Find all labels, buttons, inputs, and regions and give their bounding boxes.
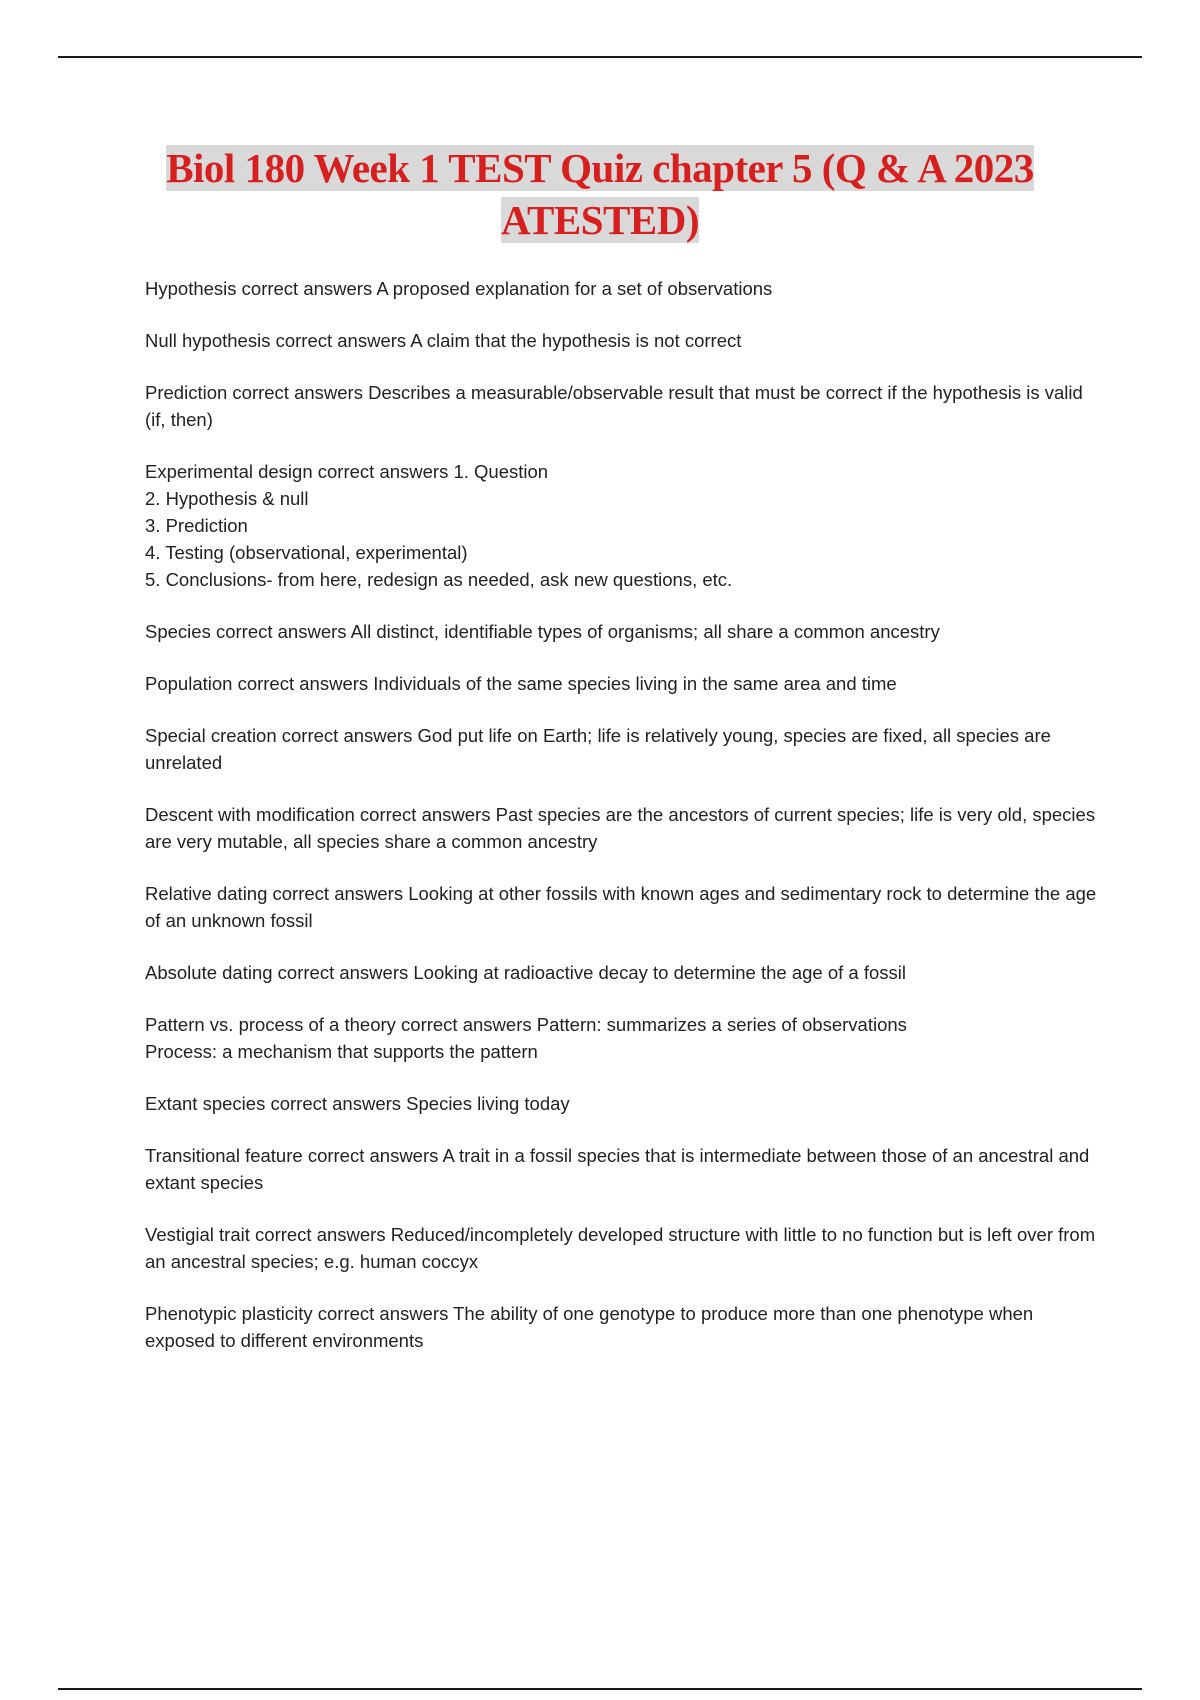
qa-item-special-creation: Special creation correct answers God put life on Earth; life is relatively young, species are fixed, all species are unrelated <box>145 725 1051 773</box>
qa-item-prediction: Prediction correct answers Describes a measurable/observable result that must be correct if the hypothesis is valid (if, then) <box>145 382 1083 430</box>
qa-item-null-hypothesis: Null hypothesis correct answers A claim that the hypothesis is not correct <box>145 330 742 351</box>
qa-item-species: Species correct answers All distinct, identifiable types of organisms; all share a common ancestry <box>145 621 940 642</box>
qa-item-transitional-feature: Transitional feature correct answers A trait in a fossil species that is intermediate between those of an ancestral and extant species <box>145 1145 1090 1193</box>
title-block <box>100 142 1100 246</box>
footer-rule <box>58 1688 1142 1690</box>
qa-list <box>145 275 1100 1379</box>
qa-item-vestigial-trait: Vestigial trait correct answers Reduced/incompletely developed structure with little to no function but is left over from an ancestral species; e.g. human coccyx <box>145 1224 1096 1272</box>
header-rule <box>58 56 1142 58</box>
qa-item-absolute-dating: Absolute dating correct answers Looking at radioactive decay to determine the age of a fossil <box>145 962 906 983</box>
qa-item-hypothesis: Hypothesis correct answers A proposed explanation for a set of observations <box>145 278 773 299</box>
document-title: Biol 180 Week 1 TEST Quiz chapter 5 (Q & A 2023 ATESTED) <box>166 145 1034 243</box>
qa-item-phenotypic-plasticity: Phenotypic plasticity correct answers The ability of one genotype to produce more than one phenotype when exposed to different environments <box>145 1303 1034 1351</box>
qa-item-pattern-vs-process: Pattern vs. process of a theory correct answers Pattern: summarizes a series of observations Process: a mechanism that supports the pattern <box>145 1014 907 1062</box>
qa-item-experimental-design: Experimental design correct answers 1. Question 2. Hypothesis & null 3. Prediction 4. Testing (observational, experimental) 5. Conclusions- from here, redesign as needed, ask new questions, etc. <box>145 461 733 590</box>
qa-item-population: Population correct answers Individuals of the same species living in the same area and time <box>145 673 897 694</box>
qa-item-relative-dating: Relative dating correct answers Looking at other fossils with known ages and sedimentary rock to determine the age of an unknown fossil <box>145 883 1097 931</box>
qa-item-extant-species: Extant species correct answers Species living today <box>145 1093 570 1114</box>
qa-item-descent-with-modification: Descent with modification correct answers Past species are the ancestors of current species; life is very old, species are very mutable, all species share a common ancestry <box>145 804 1096 852</box>
